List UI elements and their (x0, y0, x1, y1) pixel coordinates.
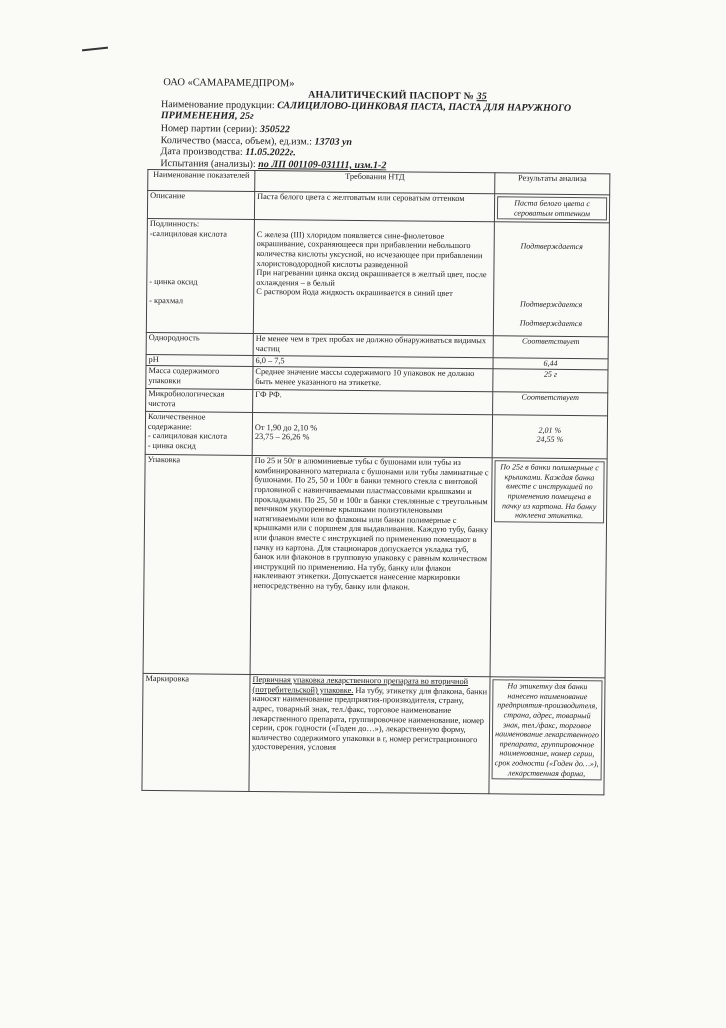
date-label: Дата производства: (160, 146, 243, 158)
result-box: По 25г в банки полимерные с крышками. Каждая банка вместе с инструкцией по применению помещена в пачку из картона. На банку наклеена этикетка. (494, 460, 605, 523)
title-text: АНАЛИТИЧЕСКИЙ ПАСПОРТ № (308, 89, 474, 103)
row-result (493, 222, 609, 337)
result-box: На этикетку для банки нанесено наименование предприятия-производителя, страна, адрес, товарный знак, тел./факс, торговое наименование лекарственного препарата, группировочное наименование, номер серии, срок годности («Годен до…»), лекарственная форма, (492, 679, 603, 780)
row-name: Микробиологическая чистота (146, 389, 253, 413)
row-name: Однородность (146, 333, 253, 356)
row-result (494, 194, 609, 223)
row-requirement: По 25 и 50г в алюминиевые тубы с бушонами или тубы из комбинированного материала с бушонами или тубы ламинатные с бушонами. По 25, 50 и 100г в банки темного стекла с винтовой горловиной с навинчиваемыми пластмассовыми крышками и прокладками. По 25, 50 и 100г в банки стеклянные с треугольным венчиком укупоренные крышками полиэтиленовыми натягиваемыми или во флаконы или банки полимерные с крышками или с поршнем для выдавливания. Каждую тубу, банку или флакон вместе с инструкцией по применению помещают в пачку из картона. Для стационаров допускается укладка туб, банок или флаконов в групповую упаковку с равным количеством инструкций по применению. На тубу, банку или флакон наклеивают этикетки. Допускается нанесение маркировки непосредственно на тубу, банку или флакон. (250, 456, 492, 677)
identity-title: Подлинность: (149, 219, 200, 229)
quantity-label: Количество (масса, объем), ед.изм.: (160, 135, 313, 148)
row-name: Масса содержимого упаковки (146, 366, 253, 390)
row-name: Описание (147, 190, 254, 219)
tests-value: по ЛП 001109-031111, изм.1-2 (258, 159, 387, 172)
row-name (146, 219, 254, 334)
row-name (145, 412, 252, 456)
table-row (146, 219, 609, 337)
quantity-value: 13703 уп (314, 136, 353, 148)
date-line (161, 146, 296, 158)
content-res-salicylic: 2,01 % (538, 425, 562, 435)
row-requirement (249, 675, 490, 794)
content-req-zinc: 23,75 – 26,26 % (254, 432, 310, 442)
product-value: САЛИЦИЛОВО-ЦИНКОВАЯ ПАСТА, ПАСТА ДЛЯ НАРУЖНОГО ПРИМЕНЕНИЯ, 25г (160, 100, 572, 122)
row-requirement: Среднее значение массы содержимого 10 упаковок не должно быть менее указанного на этикетке. (253, 367, 493, 392)
product-line (161, 99, 581, 125)
row-requirement (252, 413, 492, 458)
row-result (489, 677, 605, 795)
product-label: Наименование продукции: (160, 99, 275, 112)
date-value: 11.05.2022г. (245, 146, 296, 159)
row-requirement: Паста белого цвета с желтоватым или сероватым оттенком (254, 191, 494, 221)
identity-req-starch: С раствором йода жидкость окрашивается в синий цвет (256, 287, 453, 299)
row-requirement: Не менее чем в трех пробах не должно обнаруживаться видимых частиц (253, 334, 493, 358)
identity-sub-salicylic: -салициловая кислота (149, 228, 228, 239)
table-row (143, 455, 607, 678)
identity-req-zinc: При нагревании цинка оксид окрашивается в желтый цвет, после охлаждения – в белый (256, 268, 487, 288)
identity-req-salicylic: С железа (III) хлоридом появляется сине-фиолетовое окрашивание, сохраняющееся при прибавлении небольшого количества кислоты уксусной, но исчезающее при прибавлении хлористоводородной кислоты разведенной (256, 229, 483, 270)
identity-res-salicylic: Подтверждается (520, 241, 583, 252)
marking-req-text: На тубу, этикетку для флакона, банки наносят наименование предприятия-производителя, страну, адрес, товарный знак, тел./факс, торговое наименование лекарственного препарата, группировочное наименование, номер серии, срок годности («Годен до…»), лекарственную форму, количество содержимого упаковки в г, номер регистрационного удостоверения, условия (251, 685, 488, 753)
content-req-salicylic: От 1,90 до 2,10 % (254, 422, 318, 433)
table-row (147, 190, 609, 223)
identity-sub-zinc: - цинка оксид (149, 276, 198, 287)
row-result (492, 415, 607, 459)
header-name: Наименование показателей (148, 169, 255, 191)
row-result (490, 458, 607, 678)
row-name: Упаковка (143, 455, 252, 675)
organization-name: ОАО «САМАРАМЕДПРОМ» (163, 77, 295, 90)
row-result: Соответствует (493, 392, 608, 416)
row-result: 25 г (493, 369, 608, 393)
content-sub-zinc: - цинка оксид (147, 440, 196, 451)
marking-req-underlined: Первичная упаковка лекарственного препарата во вторичной (потребительской) упаковке. (252, 675, 469, 695)
row-requirement: ГФ РФ. (253, 390, 493, 415)
content-sub-salicylic: - салициловая кислота (147, 431, 228, 442)
table-row (142, 674, 605, 795)
batch-label: Номер партии (серии): (160, 123, 258, 136)
identity-res-zinc: Подтверждается (519, 299, 583, 310)
content-res-zinc: 24,55 % (536, 435, 564, 445)
passport-number: 35 (476, 91, 488, 103)
row-name: pH (146, 355, 253, 367)
row-requirement (253, 220, 494, 336)
row-requirement: 6,0 – 7,5 (253, 356, 493, 369)
analysis-table (141, 169, 610, 796)
row-result: Соответствует (493, 336, 608, 359)
tests-label: Испытания (анализы): (160, 158, 256, 170)
result-box: Паста белого цвета с сероватым оттенком (497, 196, 607, 220)
batch-line (161, 123, 290, 135)
batch-value: 350522 (259, 124, 291, 136)
header-requirements: Требования НТД (255, 170, 495, 193)
identity-sub-starch: - крахмал (149, 295, 184, 306)
table-row (145, 412, 607, 459)
row-result: 6,44 (493, 358, 608, 370)
content-title: Количественное содержание: (147, 412, 206, 432)
row-name: Маркировка (142, 674, 250, 792)
header-results: Результаты анализа (495, 173, 610, 195)
identity-res-starch: Подтверждается (519, 318, 583, 329)
